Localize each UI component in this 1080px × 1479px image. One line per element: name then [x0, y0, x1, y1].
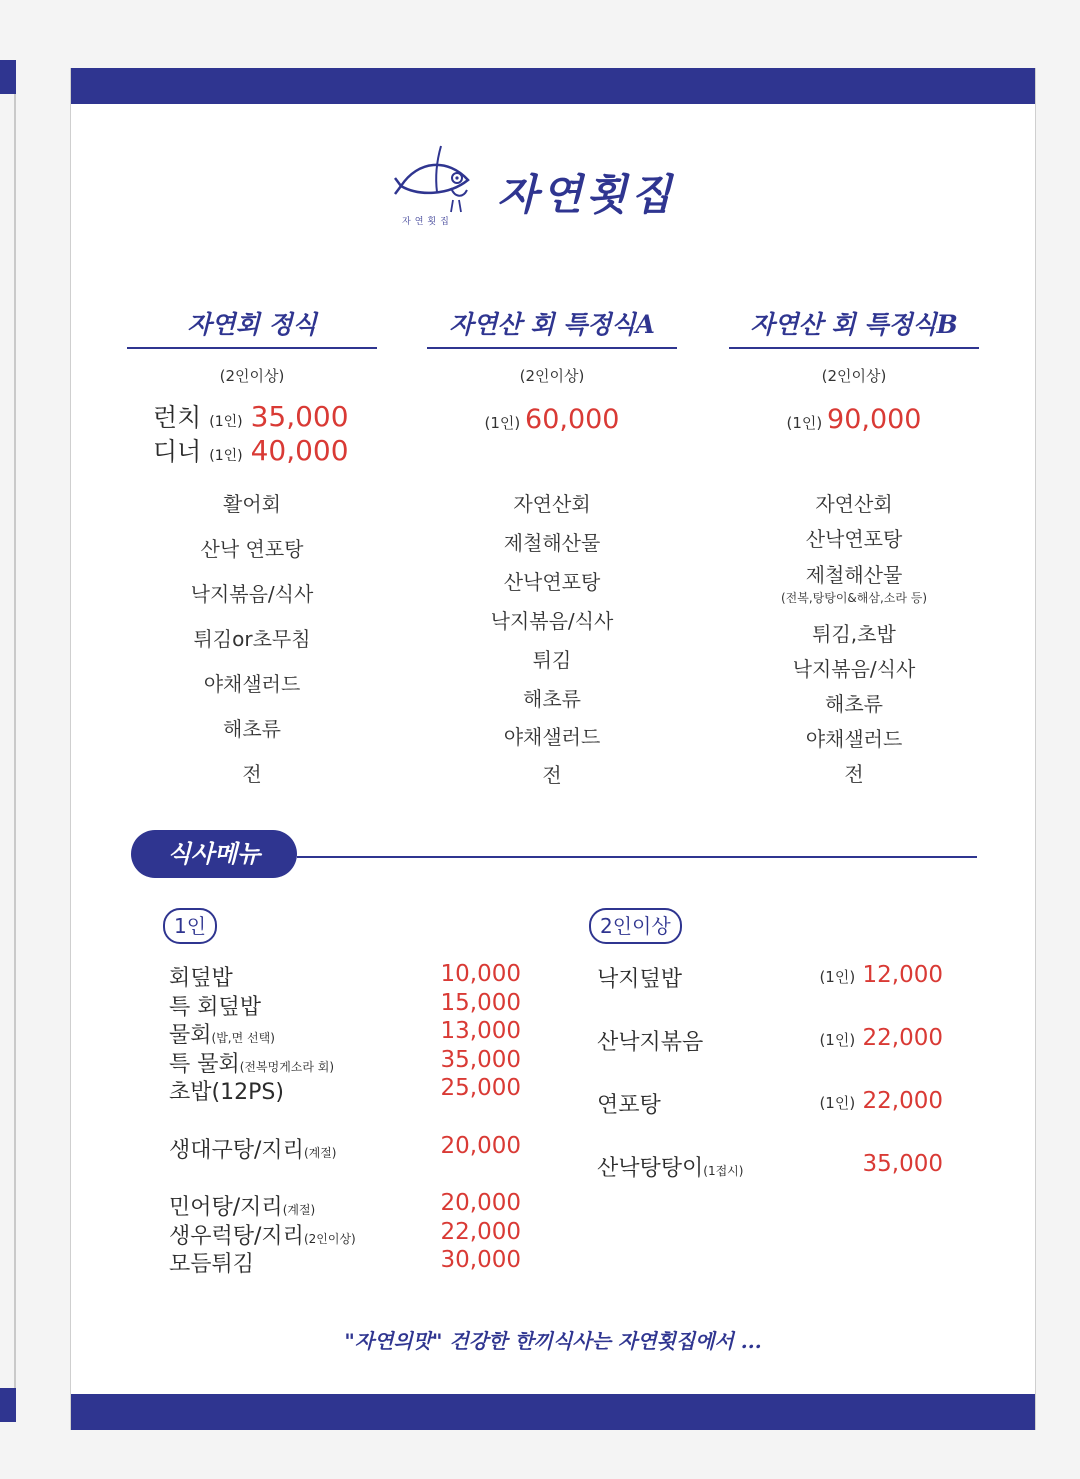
- meal-menu-heading: 식사메뉴: [131, 830, 297, 878]
- slogan: "자연의맛" 건강한 한끼식사는 자연횟집에서 ...: [344, 1329, 762, 1353]
- menu-item-price: 20,000: [440, 1190, 521, 1216]
- meal-divider: [297, 856, 977, 858]
- set-price-row: [729, 404, 979, 435]
- left-page-edge: [14, 94, 16, 1388]
- menu-item-name: 산낙탕탕이(1접시): [597, 1156, 744, 1181]
- per-person-label: (1인): [209, 414, 243, 430]
- list-item: 산낙연포탕: [805, 527, 903, 551]
- list-item: 야채샐러드: [503, 725, 601, 749]
- top-band: [71, 68, 1035, 104]
- menu-item-price: 13,000: [440, 1018, 521, 1044]
- set-column-3: [729, 303, 979, 435]
- dinner-price-row: [153, 432, 349, 468]
- list-item: 해초류: [825, 692, 883, 716]
- menu-page: [70, 68, 1036, 1430]
- list-item: 전: [542, 763, 562, 787]
- list-item: 낙지볶음/식사: [190, 582, 314, 606]
- dinner-price: 40,000: [250, 434, 349, 467]
- list-item: 제철해산물: [805, 563, 903, 587]
- set-note: (2인이상): [821, 367, 887, 385]
- bottom-band: [71, 1394, 1035, 1430]
- list-item-note: (전복,탕탕이&해삼,소라 등): [780, 591, 928, 605]
- list-item: 산낙연포탕: [503, 570, 601, 594]
- per-person-label: (1인): [786, 414, 823, 432]
- menu-item-price: 15,000: [440, 990, 521, 1016]
- menu-item-price: 35,000: [862, 1151, 943, 1177]
- menu-item-name: 초밥(12PS): [169, 1080, 284, 1105]
- per-person-label: (1인): [209, 448, 243, 464]
- list-item: 야채샐러드: [203, 672, 301, 696]
- lunch-price-row: [153, 398, 349, 434]
- set-price-row: [427, 404, 677, 435]
- menu-item-name: 연포탕: [597, 1093, 661, 1118]
- set-column-1: [127, 303, 377, 386]
- brand-subtitle: 자연횟집: [402, 217, 453, 227]
- list-item: 야채샐러드: [805, 727, 903, 751]
- list-item: 활어회: [223, 492, 281, 516]
- list-item: 전: [242, 762, 262, 786]
- menu-item-name: 모듬튀김: [169, 1252, 255, 1277]
- set-title: 자연회 정식: [127, 303, 377, 349]
- list-item: 산낙 연포탕: [200, 537, 304, 561]
- set-note: (2인이상): [519, 367, 585, 385]
- list-item: 튀김or초무침: [193, 627, 311, 651]
- list-item: 자연산회: [815, 492, 893, 516]
- menu-item-name: 산낙지볶음: [597, 1030, 704, 1055]
- list-item: 해초류: [523, 687, 581, 711]
- menu-item-price: (1인) 22,000: [819, 1025, 943, 1051]
- menu-item-name: 생대구탕/지리(계절): [169, 1138, 337, 1163]
- set-note: (2인이상): [219, 367, 285, 385]
- list-item: 튀김,초밥: [812, 622, 896, 646]
- fish-icon: [393, 138, 493, 218]
- menu-item-name: 낙지덮밥: [597, 967, 683, 992]
- menu-item-price: 20,000: [440, 1133, 521, 1159]
- list-item: 해초류: [223, 717, 281, 741]
- menu-item-price: 22,000: [440, 1219, 521, 1245]
- set-price: 60,000: [525, 404, 620, 435]
- menu-item-name: 특 회덮밥: [169, 995, 262, 1020]
- menu-item-price: 30,000: [440, 1247, 521, 1273]
- single-serving-tag: 1인: [163, 908, 217, 944]
- per-person-label: (1인): [484, 414, 521, 432]
- list-item: 전: [844, 762, 864, 786]
- list-item: 튀김: [532, 648, 572, 672]
- menu-item-price: (1인) 12,000: [819, 962, 943, 988]
- list-item: 낙지볶음/식사: [792, 657, 916, 681]
- menu-item-price: 10,000: [440, 961, 521, 987]
- menu-item-name: 회덮밥: [169, 966, 233, 991]
- menu-item-name: 특 물회(전복멍게소라 회): [169, 1052, 335, 1077]
- menu-item-price: 35,000: [440, 1047, 521, 1073]
- set-price: 90,000: [827, 404, 922, 435]
- set-column-2: [427, 303, 677, 435]
- menu-item-name: 민어탕/지리(계절): [169, 1195, 316, 1220]
- set-title: 자연산 회 특정식B: [729, 303, 979, 349]
- left-page-bottom-band: [0, 1388, 16, 1422]
- group-serving-tag: 2인이상: [589, 908, 682, 944]
- list-item: 낙지볶음/식사: [490, 609, 614, 633]
- menu-item-price: 25,000: [440, 1075, 521, 1101]
- lunch-price: 35,000: [250, 400, 349, 433]
- left-page-top-band: [0, 60, 16, 94]
- menu-item-name: 물회(밥,면 선택): [169, 1023, 275, 1048]
- menu-item-price: (1인) 22,000: [819, 1088, 943, 1114]
- list-item: 제철해산물: [503, 531, 601, 555]
- menu-item-name: 생우럭탕/지리(2인이상): [169, 1224, 356, 1249]
- list-item: 자연산회: [513, 492, 591, 516]
- brand-title: 자연횟집: [497, 170, 676, 219]
- lunch-label: 런치: [153, 403, 202, 432]
- set-title: 자연산 회 특정식A: [427, 303, 677, 349]
- dinner-label: 디너: [153, 437, 202, 466]
